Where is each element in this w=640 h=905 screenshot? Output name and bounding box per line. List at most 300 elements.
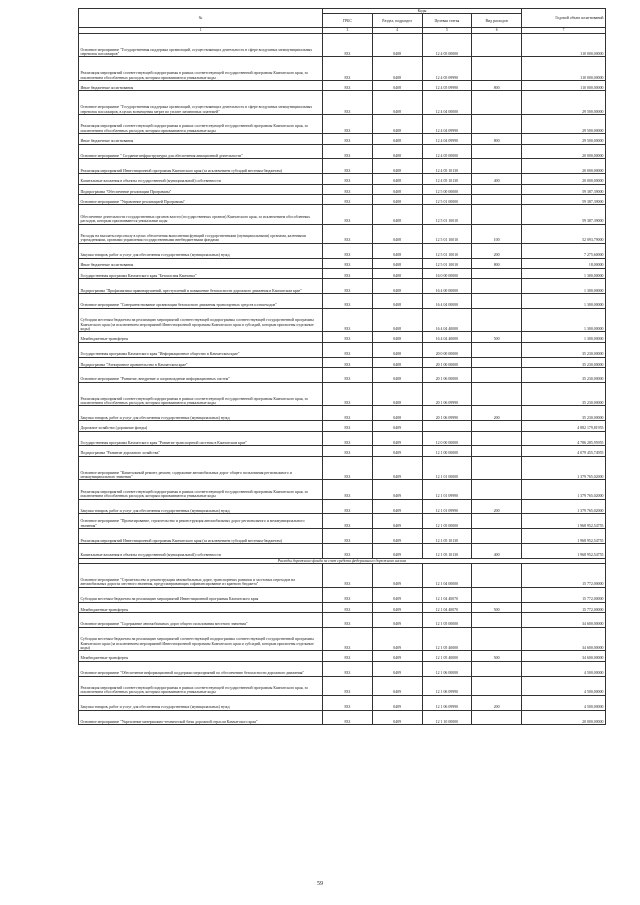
row-amount: 35 230,00000 bbox=[522, 342, 606, 357]
row-amount: 35 230,00000 bbox=[522, 368, 606, 383]
row-section: 0409 bbox=[372, 431, 422, 446]
row-exptype bbox=[472, 57, 522, 81]
fund-note: Расходы дорожного фонда за счет средств федерального дорожного налога bbox=[79, 558, 606, 563]
row-amount: 4 500,00000 bbox=[522, 695, 606, 710]
budget-table bbox=[78, 8, 606, 725]
row-exptype bbox=[472, 159, 522, 174]
row-grbs: 833 bbox=[323, 564, 373, 588]
row-amount: 20 000,00000 bbox=[522, 144, 606, 159]
row-section: 0409 bbox=[372, 456, 422, 480]
row-name: Закупка товаров, работ и услуг для обеспечения государственных (муниципальных) нужд bbox=[79, 406, 323, 421]
row-target: 12 0 00 00000 bbox=[422, 431, 472, 446]
table-row bbox=[79, 91, 606, 115]
row-name: Межбюджетные трансферты bbox=[79, 602, 323, 612]
row-amount: 7 275,60000 bbox=[522, 243, 606, 258]
row-grbs: 833 bbox=[323, 144, 373, 159]
row-name: Основное мероприятие "Управление реализацией Программы" bbox=[79, 194, 323, 204]
row-target: 16 4 04 40000 bbox=[422, 332, 472, 342]
table-row bbox=[79, 81, 606, 91]
row-exptype bbox=[472, 342, 522, 357]
row-section: 0408 bbox=[372, 332, 422, 342]
row-exptype: 200 bbox=[472, 406, 522, 421]
row-exptype bbox=[472, 268, 522, 278]
row-target: 12 5 01 10010 bbox=[422, 258, 472, 268]
row-section: 0408 bbox=[372, 357, 422, 367]
row-exptype: 200 bbox=[472, 499, 522, 514]
table-row bbox=[79, 114, 606, 133]
row-section: 0409 bbox=[372, 661, 422, 676]
row-grbs: 833 bbox=[323, 294, 373, 309]
row-section: 0408 bbox=[372, 368, 422, 383]
page-number: 59 bbox=[317, 881, 323, 887]
row-grbs: 833 bbox=[323, 243, 373, 258]
row-target: 12 1 06 09990 bbox=[422, 695, 472, 710]
row-name: Капитальные вложения в объекты государственной (муниципальной) собственности bbox=[79, 174, 323, 184]
row-target: 12 5 01 00000 bbox=[422, 194, 472, 204]
header-codes: Коды bbox=[323, 9, 522, 14]
row-grbs: 833 bbox=[323, 194, 373, 204]
row-amount: 59 387,39000 bbox=[522, 184, 606, 194]
row-section: 0409 bbox=[372, 627, 422, 651]
row-name: Закупка товаров, работ и услуг для обеспечения государственных (муниципальных) нужд bbox=[79, 243, 323, 258]
row-name: Межбюджетные трансферты bbox=[79, 332, 323, 342]
row-exptype bbox=[472, 279, 522, 294]
row-exptype bbox=[472, 308, 522, 332]
table-row bbox=[79, 357, 606, 367]
row-grbs: 833 bbox=[323, 33, 373, 57]
row-grbs: 833 bbox=[323, 499, 373, 514]
row-name: Основное мероприятие "Совершенствование организации безопасного движения транспортных средств и пешеходов" bbox=[79, 294, 323, 309]
table-row bbox=[79, 224, 606, 243]
table-row bbox=[79, 174, 606, 184]
table-row bbox=[79, 695, 606, 710]
row-section: 0409 bbox=[372, 695, 422, 710]
row-exptype bbox=[472, 33, 522, 57]
row-target: 12 1 05 40000 bbox=[422, 627, 472, 651]
colnum: 5 bbox=[422, 28, 472, 33]
row-name: Закупка товаров, работ и услуг для обеспечения государственных (муниципальных) нужд bbox=[79, 499, 323, 514]
row-section: 0408 bbox=[372, 81, 422, 91]
row-section: 0408 bbox=[372, 134, 422, 144]
row-grbs: 833 bbox=[323, 159, 373, 174]
row-amount: 1 300,00000 bbox=[522, 294, 606, 309]
row-amount: 15 772,00000 bbox=[522, 602, 606, 612]
row-name: Иные бюджетные ассигнования bbox=[79, 258, 323, 268]
row-section: 0409 bbox=[372, 676, 422, 695]
row-section: 0409 bbox=[372, 543, 422, 558]
row-amount: 59 387,39000 bbox=[522, 205, 606, 224]
row-name: Подпрограмма "Развитие дорожного хозяйства" bbox=[79, 446, 323, 456]
row-grbs: 833 bbox=[323, 224, 373, 243]
row-section: 0409 bbox=[372, 480, 422, 499]
row-exptype bbox=[472, 194, 522, 204]
row-section: 0408 bbox=[372, 57, 422, 81]
row-amount: 20 000,00000 bbox=[522, 710, 606, 725]
table-row bbox=[79, 342, 606, 357]
row-grbs: 833 bbox=[323, 695, 373, 710]
row-section: 0409 bbox=[372, 421, 422, 431]
row-target: 12 5 00 00000 bbox=[422, 184, 472, 194]
row-amount: 1 300,00000 bbox=[522, 268, 606, 278]
row-grbs: 833 bbox=[323, 406, 373, 421]
row-exptype bbox=[472, 587, 522, 602]
row-grbs: 833 bbox=[323, 134, 373, 144]
row-name: Основное мероприятие "Государственная поддержка организаций, осуществляющих деятельность в сфере воздушных межмуниципальных перевозок пассажиров" bbox=[79, 33, 323, 57]
row-target: 12 1 01 09990 bbox=[422, 480, 472, 499]
row-target: 12 1 04 40070 bbox=[422, 587, 472, 602]
row-name: Межбюджетные трансферты bbox=[79, 651, 323, 661]
row-target: 12 1 05 10130 bbox=[422, 543, 472, 558]
row-amount: 1 968 952,54755 bbox=[522, 543, 606, 558]
row-exptype bbox=[472, 612, 522, 627]
row-target: 12 1 05 00000 bbox=[422, 612, 472, 627]
header-exptype: Вид расходов bbox=[472, 14, 522, 28]
colnum: 7 bbox=[522, 28, 606, 33]
row-name: Государственная программа Камчатского края "Развитие транспортной системы в Камчатском крае" bbox=[79, 431, 323, 446]
row-exptype: 500 bbox=[472, 651, 522, 661]
row-amount: 35 230,00000 bbox=[522, 406, 606, 421]
row-target: 12 4 05 00000 bbox=[422, 33, 472, 57]
row-name: Обеспечение деятельности государственных органов власти (государственных органов) Камчатского края, за исключением обособленных расходов, которым присваиваются уникальные коды bbox=[79, 205, 323, 224]
row-exptype bbox=[472, 627, 522, 651]
row-target bbox=[422, 421, 472, 431]
row-target: 12 5 01 10010 bbox=[422, 224, 472, 243]
row-amount: 15 772,00000 bbox=[522, 564, 606, 588]
row-section: 0408 bbox=[372, 382, 422, 406]
row-grbs: 833 bbox=[323, 543, 373, 558]
row-grbs: 833 bbox=[323, 91, 373, 115]
table-row bbox=[79, 676, 606, 695]
row-grbs: 833 bbox=[323, 368, 373, 383]
table-row bbox=[79, 661, 606, 676]
row-exptype bbox=[472, 564, 522, 588]
row-name: Основное мероприятие "Содержание автомобильных дорог общего пользования местного значения" bbox=[79, 612, 323, 627]
row-grbs: 833 bbox=[323, 661, 373, 676]
table-row bbox=[79, 205, 606, 224]
row-exptype: 200 bbox=[472, 243, 522, 258]
table-row bbox=[79, 529, 606, 544]
row-amount: 20 000,00000 bbox=[522, 174, 606, 184]
row-exptype bbox=[472, 205, 522, 224]
table-row bbox=[79, 446, 606, 456]
row-exptype bbox=[472, 529, 522, 544]
row-amount: 34 600,00000 bbox=[522, 651, 606, 661]
row-grbs: 833 bbox=[323, 446, 373, 456]
table-row bbox=[79, 543, 606, 558]
row-target: 12 4 05 10130 bbox=[422, 159, 472, 174]
row-target: 12 1 10 00000 bbox=[422, 710, 472, 725]
row-amount: 34 600,00000 bbox=[522, 627, 606, 651]
row-section: 0408 bbox=[372, 279, 422, 294]
row-amount: 1 968 952,54755 bbox=[522, 514, 606, 529]
row-grbs: 833 bbox=[323, 456, 373, 480]
row-amount: 4 500,00000 bbox=[522, 676, 606, 695]
row-grbs: 833 bbox=[323, 57, 373, 81]
table-row bbox=[79, 710, 606, 725]
row-grbs: 833 bbox=[323, 174, 373, 184]
row-grbs: 833 bbox=[323, 431, 373, 446]
row-exptype bbox=[472, 91, 522, 115]
row-grbs: 833 bbox=[323, 184, 373, 194]
row-target: 20 1 06 09990 bbox=[422, 406, 472, 421]
row-grbs: 833 bbox=[323, 602, 373, 612]
row-section: 0408 bbox=[372, 174, 422, 184]
row-grbs: 833 bbox=[323, 268, 373, 278]
budget-table-page bbox=[78, 8, 606, 725]
row-section: 0409 bbox=[372, 529, 422, 544]
row-amount: 110 000,00000 bbox=[522, 57, 606, 81]
row-section: 0408 bbox=[372, 184, 422, 194]
row-name: Подпрограмма "Профилактика правонарушений, преступлений и повышение безопасности дорожного движения в Камчатском крае" bbox=[79, 279, 323, 294]
table-row bbox=[79, 382, 606, 406]
row-amount: 1 968 952,54755 bbox=[522, 529, 606, 544]
row-exptype bbox=[472, 710, 522, 725]
header-total: Годовой объем ассигнований bbox=[522, 9, 606, 28]
row-grbs: 833 bbox=[323, 279, 373, 294]
row-name: Основное мероприятие "Развитие, внедрение и сопровождение информационных систем" bbox=[79, 368, 323, 383]
row-target: 12 1 06 09990 bbox=[422, 676, 472, 695]
row-section: 0408 bbox=[372, 406, 422, 421]
row-grbs: 833 bbox=[323, 342, 373, 357]
row-section: 0408 bbox=[372, 205, 422, 224]
row-target: 16 4 04 40000 bbox=[422, 308, 472, 332]
row-amount: 34 600,00000 bbox=[522, 612, 606, 627]
row-name: Расходы на выплаты персоналу в целях обеспечения выполнения функций государственными (муниципальными) органами, казенными учреждениями, органами управления государственными внебюджетными фондами bbox=[79, 224, 323, 243]
row-section: 0408 bbox=[372, 159, 422, 174]
row-amount: 4 786 285,95955 bbox=[522, 431, 606, 446]
table-row bbox=[79, 421, 606, 431]
row-section: 0409 bbox=[372, 587, 422, 602]
row-section: 0408 bbox=[372, 294, 422, 309]
row-name: Реализация мероприятий соответствующей подпрограммы в рамках соответствующей государственной программы Камчатского края, за исключением обособленных расходов, которым присваиваются уникальные коды bbox=[79, 57, 323, 81]
row-section: 0409 bbox=[372, 612, 422, 627]
row-amount: 4 500,00000 bbox=[522, 661, 606, 676]
row-name: Реализация мероприятий соответствующей подпрограммы в рамках соответствующей государственной программы Камчатского края, за исключением обособленных расходов, которым присваиваются уникальные коды bbox=[79, 114, 323, 133]
row-exptype: 100 bbox=[472, 224, 522, 243]
row-section: 0408 bbox=[372, 342, 422, 357]
row-target: 20 1 06 00000 bbox=[422, 368, 472, 383]
row-amount: 1 300,00000 bbox=[522, 308, 606, 332]
row-amount: 1 300,00000 bbox=[522, 332, 606, 342]
table-row bbox=[79, 294, 606, 309]
table-row bbox=[79, 184, 606, 194]
row-section: 0409 bbox=[372, 499, 422, 514]
table-row bbox=[79, 368, 606, 383]
row-target: 12 1 01 00000 bbox=[422, 456, 472, 480]
row-amount: 1 300,00000 bbox=[522, 279, 606, 294]
table-row bbox=[79, 308, 606, 332]
row-target: 16 4 00 00000 bbox=[422, 279, 472, 294]
row-target: 12 4 04 00000 bbox=[422, 91, 472, 115]
table-row bbox=[79, 144, 606, 159]
row-target: 12 1 05 40000 bbox=[422, 651, 472, 661]
row-exptype: 500 bbox=[472, 332, 522, 342]
row-grbs: 833 bbox=[323, 514, 373, 529]
row-target: 12 5 01 10010 bbox=[422, 205, 472, 224]
row-target: 12 4 04 09990 bbox=[422, 114, 472, 133]
row-target: 12 1 06 00000 bbox=[422, 661, 472, 676]
table-row bbox=[79, 431, 606, 446]
row-name: Закупка товаров, работ и услуг для обеспечения государственных (муниципальных) нужд bbox=[79, 695, 323, 710]
row-section: 0408 bbox=[372, 258, 422, 268]
row-target: 16 4 04 00000 bbox=[422, 294, 472, 309]
row-grbs: 833 bbox=[323, 627, 373, 651]
row-exptype bbox=[472, 421, 522, 431]
row-amount: 4 882 179,81955 bbox=[522, 421, 606, 431]
row-exptype: 400 bbox=[472, 543, 522, 558]
row-target: 16 0 00 00000 bbox=[422, 268, 472, 278]
row-amount: 35 230,00000 bbox=[522, 357, 606, 367]
row-amount: 29 500,00000 bbox=[522, 134, 606, 144]
row-target: 12 1 05 00000 bbox=[422, 514, 472, 529]
row-grbs: 833 bbox=[323, 382, 373, 406]
row-grbs: 833 bbox=[323, 357, 373, 367]
table-row bbox=[79, 243, 606, 258]
row-grbs: 833 bbox=[323, 308, 373, 332]
row-name: Субсидии местным бюджетам на реализацию мероприятий соответствующей подпрограммы соответствующей государственной программы Камчатского края (за исключением мероприятий Инвестиционной программы Камчатского края и субсидий, которым присвоены отдельные коды) bbox=[79, 627, 323, 651]
header-section: Раздел, подраздел bbox=[372, 14, 422, 28]
row-exptype bbox=[472, 480, 522, 499]
row-section: 0408 bbox=[372, 194, 422, 204]
row-grbs: 833 bbox=[323, 205, 373, 224]
row-name: Подпрограмма "Обеспечение реализации Программы" bbox=[79, 184, 323, 194]
row-target: 12 1 04 40070 bbox=[422, 602, 472, 612]
table-row bbox=[79, 480, 606, 499]
table-row bbox=[79, 258, 606, 268]
row-name: Основное мероприятие "Государственная поддержка организаций, осуществляющих деятельность в сфере воздушных межмуниципальных перевозок пассажиров, в целях возмещения затрат по уплате лизинговых платежей" bbox=[79, 91, 323, 115]
row-exptype bbox=[472, 184, 522, 194]
row-grbs: 833 bbox=[323, 332, 373, 342]
row-name: Реализация мероприятий Инвестиционной программы Камчатского края (за исключением субсидий местным бюджетам) bbox=[79, 529, 323, 544]
table-row bbox=[79, 159, 606, 174]
row-section: 0409 bbox=[372, 602, 422, 612]
table-row bbox=[79, 406, 606, 421]
row-name: Субсидии местным бюджетам на реализацию мероприятий Инвестиционной программы Камчатского края bbox=[79, 587, 323, 602]
row-target: 12 1 01 09990 bbox=[422, 499, 472, 514]
table-row bbox=[79, 564, 606, 588]
colnum: 3 bbox=[323, 28, 373, 33]
row-exptype: 500 bbox=[472, 602, 522, 612]
row-section: 0409 bbox=[372, 514, 422, 529]
row-grbs: 833 bbox=[323, 421, 373, 431]
table-row bbox=[79, 651, 606, 661]
table-row bbox=[79, 279, 606, 294]
row-amount: 20 000,00000 bbox=[522, 159, 606, 174]
row-amount: 29 500,00000 bbox=[522, 91, 606, 115]
row-name: Иные бюджетные ассигнования bbox=[79, 81, 323, 91]
row-exptype bbox=[472, 368, 522, 383]
row-exptype bbox=[472, 114, 522, 133]
row-grbs: 833 bbox=[323, 710, 373, 725]
row-amount: 4 079 455,74955 bbox=[522, 446, 606, 456]
row-amount: 1 379 765,02000 bbox=[522, 456, 606, 480]
row-section: 0408 bbox=[372, 268, 422, 278]
row-target: 12 1 00 00000 bbox=[422, 446, 472, 456]
row-target: 20 1 00 00000 bbox=[422, 357, 472, 367]
row-target: 20 0 00 00000 bbox=[422, 342, 472, 357]
row-grbs: 833 bbox=[323, 114, 373, 133]
row-name: Государственная программа Камчатского края "Безопасная Камчатка" bbox=[79, 268, 323, 278]
row-amount: 110 000,00000 bbox=[522, 33, 606, 57]
table-row bbox=[79, 456, 606, 480]
row-exptype bbox=[472, 514, 522, 529]
row-name: Основное мероприятие "Строительство и реконструкция автомобильных дорог, транспортных развязок и мостовых переходов на автомобильных дорогах местного значения, предусматривающих софинансирование из краевого бюджета" bbox=[79, 564, 323, 588]
row-amount: 52 093,79000 bbox=[522, 224, 606, 243]
row-exptype bbox=[472, 382, 522, 406]
table-row bbox=[79, 332, 606, 342]
row-name: Основное мероприятие "Проектирование, строительство и реконструкция автомобильных дорог регионального и межмуниципального значения" bbox=[79, 514, 323, 529]
table-row bbox=[79, 33, 606, 57]
row-target: 12 4 04 09990 bbox=[422, 134, 472, 144]
row-exptype bbox=[472, 456, 522, 480]
row-name: Основное мероприятие "Обеспечение информационной поддержки мероприятий по обеспечению безопасности дорожного движения" bbox=[79, 661, 323, 676]
table-row bbox=[79, 627, 606, 651]
row-name: Основное мероприятие "Капитальный ремонт, ремонт, содержание автомобильных дорог общего пользования регионального и межмуниципального значения" bbox=[79, 456, 323, 480]
row-amount: 1 379 765,02000 bbox=[522, 499, 606, 514]
row-grbs: 833 bbox=[323, 81, 373, 91]
row-amount: 29 500,00000 bbox=[522, 114, 606, 133]
row-grbs: 833 bbox=[323, 587, 373, 602]
row-amount: 59 387,39000 bbox=[522, 194, 606, 204]
row-name: Реализация мероприятий соответствующей подпрограммы в рамках соответствующей государственной программы Камчатского края, за исключением обособленных расходов, которым присваиваются уникальные коды bbox=[79, 480, 323, 499]
row-name: Государственная программа Камчатского края "Информационное общество в Камчатском крае" bbox=[79, 342, 323, 357]
row-target: 12 4 05 00000 bbox=[422, 144, 472, 159]
header-grbs: ГРБС bbox=[323, 14, 373, 28]
table-row bbox=[79, 587, 606, 602]
row-grbs: 833 bbox=[323, 651, 373, 661]
row-name: Подпрограмма "Электронное правительство в Камчатском крае" bbox=[79, 357, 323, 367]
row-name: Капитальные вложения в объекты государственной (муниципальной) собственности bbox=[79, 543, 323, 558]
row-grbs: 833 bbox=[323, 480, 373, 499]
row-exptype bbox=[472, 446, 522, 456]
row-name: Реализация мероприятий соответствующей подпрограммы в рамках соответствующей государственной программы Камчатского края, за исключением обособленных расходов, которым присваиваются уникальные коды bbox=[79, 382, 323, 406]
header-target: Целевая статья bbox=[422, 14, 472, 28]
row-grbs: 833 bbox=[323, 529, 373, 544]
table-row bbox=[79, 268, 606, 278]
row-exptype: 200 bbox=[472, 695, 522, 710]
row-target: 12 5 01 10010 bbox=[422, 243, 472, 258]
row-target: 20 1 06 09990 bbox=[422, 382, 472, 406]
colnum: 4 bbox=[372, 28, 422, 33]
row-name: Основное мероприятие "Укрепление материально-технической базы дорожной отрасли Камчатского края" bbox=[79, 710, 323, 725]
row-target: 12 4 05 09990 bbox=[422, 81, 472, 91]
row-exptype bbox=[472, 431, 522, 446]
row-target: 12 4 05 09990 bbox=[422, 57, 472, 81]
row-exptype bbox=[472, 144, 522, 159]
row-name: Реализация мероприятий Инвестиционной программы Камчатского края (за исключением субсидий местным бюджетам) bbox=[79, 159, 323, 174]
table-row bbox=[79, 602, 606, 612]
row-exptype bbox=[472, 676, 522, 695]
row-exptype: 800 bbox=[472, 81, 522, 91]
row-section: 0408 bbox=[372, 114, 422, 133]
row-grbs: 833 bbox=[323, 676, 373, 695]
row-exptype: 400 bbox=[472, 174, 522, 184]
row-section: 0408 bbox=[372, 144, 422, 159]
row-name: Реализация мероприятий соответствующей подпрограммы в рамках соответствующей государственной программы Камчатского края, за исключением обособленных расходов, которым присваиваются уникальные коды bbox=[79, 676, 323, 695]
row-exptype bbox=[472, 294, 522, 309]
row-target: 12 1 05 10130 bbox=[422, 529, 472, 544]
row-name: Иные бюджетные ассигнования bbox=[79, 134, 323, 144]
row-section: 0409 bbox=[372, 564, 422, 588]
row-exptype bbox=[472, 661, 522, 676]
row-section: 0408 bbox=[372, 243, 422, 258]
row-amount: 1 379 765,02000 bbox=[522, 480, 606, 499]
colnum: 1 bbox=[79, 28, 323, 33]
colnum: 6 bbox=[472, 28, 522, 33]
table-row bbox=[79, 57, 606, 81]
table-row bbox=[79, 194, 606, 204]
row-name: Дорожное хозяйство (дорожные фонды) bbox=[79, 421, 323, 431]
